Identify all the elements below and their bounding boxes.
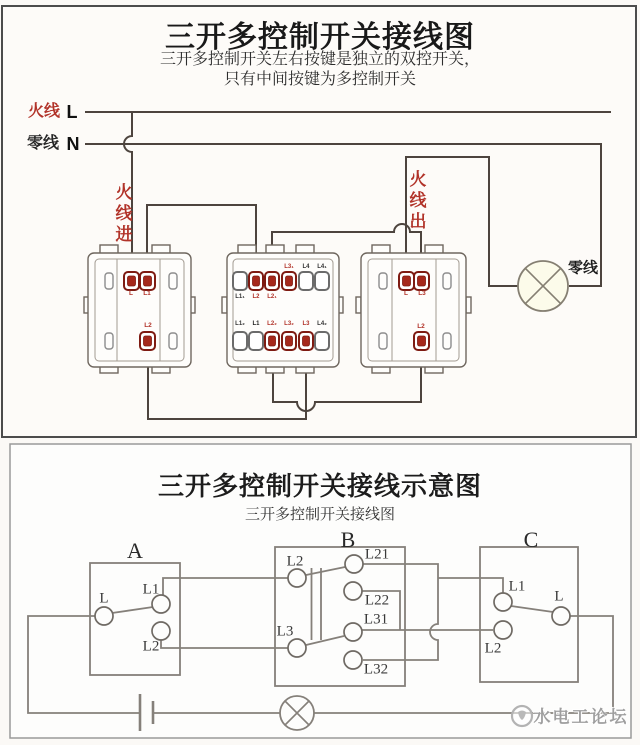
top-subtitle-line2: 只有中间按键为多控制开关 xyxy=(223,71,416,88)
right-switch-label-l: L xyxy=(404,289,408,297)
switch-c-name: C xyxy=(523,527,539,552)
watermark-logo xyxy=(512,706,532,726)
right-switch-label-l2: L2 xyxy=(417,322,425,330)
c-label-l2: L2 xyxy=(484,640,502,657)
live-in-label: 火线进 xyxy=(112,183,132,246)
left-switch-label-l2: L2 xyxy=(144,321,152,329)
bottom-title: 三开多控制开关接线示意图 xyxy=(157,471,482,501)
left-switch-label-l: L xyxy=(129,289,133,297)
mid-label-l2-2: L2₂ xyxy=(267,321,277,327)
b-label-l3: L3 xyxy=(276,623,294,640)
mid-label-l4: L4 xyxy=(302,264,310,270)
b-label-l21: L21 xyxy=(364,546,390,563)
mid-label-l2: L2 xyxy=(252,294,260,300)
lamp-symbol-bottom xyxy=(280,696,314,730)
switch-b-name: B xyxy=(340,527,356,552)
c-label-l: L xyxy=(554,588,564,605)
mid-label-l3: L3 xyxy=(302,321,310,327)
neutral-lamp-label: 零线 xyxy=(567,259,599,277)
mid-label-l3-2: L3₂ xyxy=(284,321,294,327)
live-wire-label: 火线 xyxy=(27,103,61,120)
watermark-text: 水电工论坛 xyxy=(533,707,629,727)
bottom-subtitle: 三开多控制开关接线图 xyxy=(244,506,395,523)
neutral-wire-label: 零线 xyxy=(26,135,60,152)
live-wire-letter: L xyxy=(66,102,78,122)
c-label-l1: L1 xyxy=(508,578,526,595)
mid-label-l4-2: L4₂ xyxy=(317,321,327,327)
top-subtitle-line1: 三开多控制开关左右按键是独立的双控开关， xyxy=(159,51,480,68)
b-label-l31: L31 xyxy=(363,611,389,628)
a-label-l: L xyxy=(99,590,109,607)
left-switch-body xyxy=(84,245,195,373)
left-switch-label-l1: L1 xyxy=(143,289,151,297)
live-out-label: 火线出 xyxy=(406,170,426,233)
right-switch-body xyxy=(356,245,471,373)
mid-label-l1-2: L1₂ xyxy=(235,321,245,327)
mid-label-l1-1: L1₁ xyxy=(235,294,245,300)
mid-label-l4-1: L4₁ xyxy=(317,264,327,270)
a-label-l2: L2 xyxy=(142,638,160,655)
mid-label-l1b: L1 xyxy=(252,321,260,327)
b-label-l22: L22 xyxy=(364,592,390,609)
mid-label-l3-1: L3₁ xyxy=(284,264,294,270)
neutral-wire-letter: N xyxy=(66,134,80,154)
lamp-symbol-top xyxy=(518,261,568,311)
a-label-l1: L1 xyxy=(142,581,160,598)
b-label-l32: L32 xyxy=(363,661,389,678)
top-title: 三开多控制开关接线图 xyxy=(165,21,475,54)
switch-a-name: A xyxy=(127,538,143,563)
mid-label-l2-1: L2₁ xyxy=(267,294,277,300)
b-label-l2: L2 xyxy=(286,553,304,570)
right-switch-label-l3: L3 xyxy=(418,289,426,297)
